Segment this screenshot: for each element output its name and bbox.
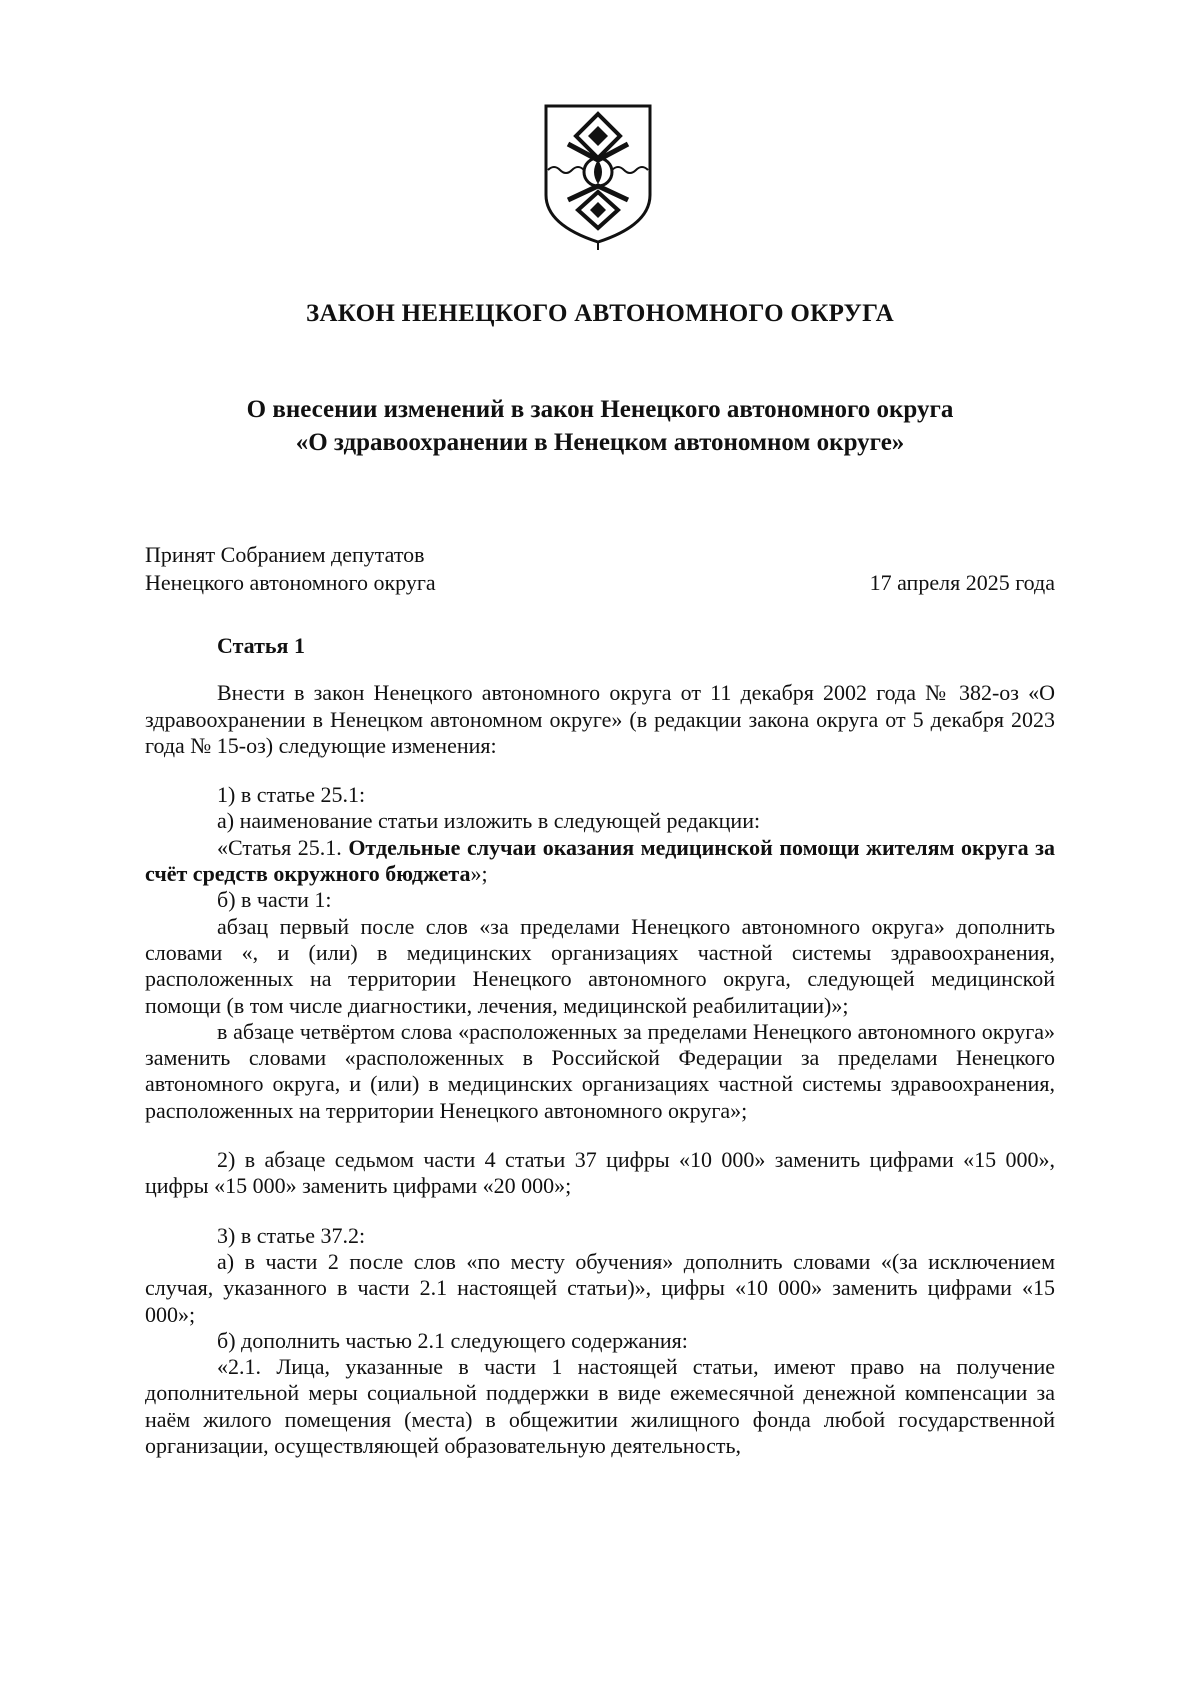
intro-paragraph: Внести в закон Ненецкого автономного округа от 11 декабря 2002 года № 382-оз «О здравоохранении в Ненецком автономном округе» (в редакции закона округа от 5 декабря 2023 года № 15-оз) следующие изменения: <box>145 680 1055 758</box>
item-1: 1) в статье 25.1: <box>217 782 366 808</box>
item-1-b: б) в части 1: <box>217 887 332 913</box>
item-1-b-paragraph-2: в абзаце четвёртом слова «расположенных за пределами Ненецкого автономного округа» заменить словами «расположенных в Российской Федерации за пределами Ненецкого автономного округа, и (или) в медицинских организациях частной системы здравоохранения, расположенных на территории Ненецкого автономного округа»; <box>145 1018 1055 1123</box>
article-heading: Статья 1 <box>217 633 305 658</box>
item-2: 2) в абзаце седьмом части 4 статьи 37 цифры «10 000» заменить цифрами «15 000», цифры «15 000» заменить цифрами «20 000»; <box>145 1147 1055 1199</box>
adoption-block <box>145 541 1055 597</box>
document-title: ЗАКОН НЕНЕЦКОГО АВТОНОМНОГО ОКРУГА <box>305 300 895 327</box>
adoption-date: 17 апреля 2025 года <box>869 570 1055 595</box>
item-3-a: а) в части 2 после слов «по месту обучения» дополнить словами «(за исключением случая, указанного в части 2.1 настоящей статьи)», цифры «10 000» заменить цифрами «15 000»; <box>145 1248 1055 1327</box>
document-subtitle <box>0 393 1200 459</box>
item-3: 3) в статье 37.2: <box>217 1222 366 1248</box>
item-1-b-paragraph-1: абзац первый после слов «за пределами Ненецкого автономного округа» дополнить словами «, и (или) в медицинских организациях частной системы здравоохранения, расположенных на территории Ненецкого автономного округа, следующей медицинской помощи (в том числе диагностики, лечения, медицинской реабилитации)»; <box>145 913 1055 1018</box>
subtitle-line-2: «О здравоохранении в Ненецком автономном округе» <box>295 429 905 456</box>
item-1-a-quote: «Статья 25.1. Отдельные случаи оказания медицинской помощи жителям округа за счёт средств окружного бюджета»; <box>145 834 1056 887</box>
adopted-by-line-1: Принят Собранием депутатов <box>145 542 425 567</box>
coat-of-arms-icon <box>538 100 658 250</box>
item-3-b-quote: «2.1. Лица, указанные в части 1 настоящей статьи, имеют право на получение дополнительной меры социальной поддержки в виде ежемесячной денежной компенсации за наём жилого помещения (места) в общежитии жилищного фонда любой государственной организации, осуществляющей образовательную деятельность, <box>145 1354 1055 1459</box>
article-new-name: Отдельные случаи оказания медицинской помощи жителям округа за счёт средств окружного бюджета <box>145 834 1056 887</box>
item-1-a: а) наименование статьи изложить в следующей редакции: <box>217 808 761 834</box>
subtitle-line-1: О внесении изменений в закон Ненецкого автономного округа <box>246 396 954 423</box>
item-3-b: б) дополнить частью 2.1 следующего содержания: <box>217 1327 688 1353</box>
document-body <box>145 633 1055 1459</box>
adopted-by-line-2: Ненецкого автономного округа <box>145 570 436 595</box>
